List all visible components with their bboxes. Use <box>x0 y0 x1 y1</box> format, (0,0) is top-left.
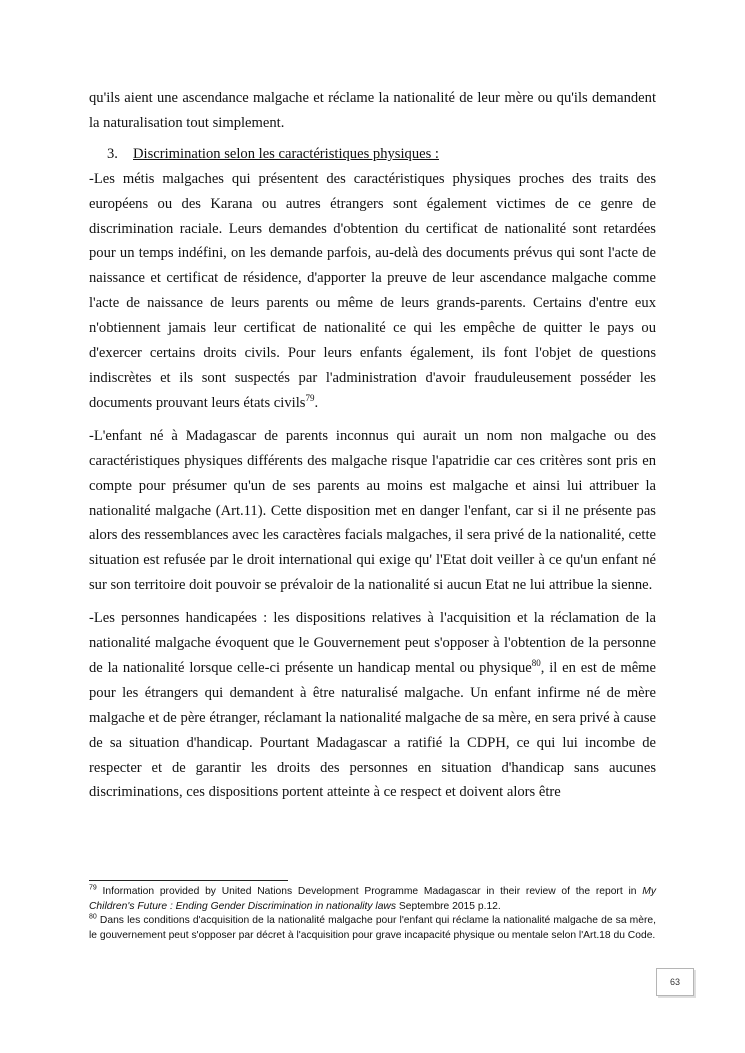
footnote-report-title: My Children's Future : Ending Gender Discrimination in nationality laws <box>89 886 656 912</box>
paragraph-enfant: -L'enfant né à Madagascar de parents inconnus qui aurait un nom non malgache ou des caractéristiques physiques différents des malgache risque l'apatridie car ces critères sont pris en compte pour présumer qu'un de ses parents au moins est malgache et ainsi lui attribuer la nationalité malgache (Art.11). Cette disposition met en danger l'enfant, car si il ne présente pas alors des ressemblances avec les caractères facials malgaches, il sera privé de la nationalité, cette situation est refusée par le droit international qui exige qu' l'Etat doit veiller à ce qu'un enfant né sur son territoire doit pouvoir se prévaloir de la nationalité si aucun Etat ne lui attribue la sienne. <box>89 427 656 594</box>
footnote-ref-79[interactable]: 79 <box>305 393 315 404</box>
paragraph-handicap-after: , il en est de même pour les étrangers qui demandent à être naturalisé malgache. Un enfant infirme né de mère malgache et de père étranger, réclamant la nationalité malgache de sa mère, en sera privé à cause de sa situation d'handicap. Pourtant Madagascar a ratifié la CDPH, ce qui lui incombe de respecter et de garantir les droits des personnes en situation d'handicap sans aucunes discriminations, ces dispositions portent atteinte à ce respect et doivent alors être <box>89 659 657 801</box>
paragraph-continuation: qu'ils aient une ascendance malgache et réclame la nationalité de leur mère ou qu'ils demandent la naturalisation tout simplement. <box>89 90 656 131</box>
section-heading <box>107 142 656 167</box>
section-number: 3. <box>107 145 118 162</box>
paragraph-metis <box>89 167 656 416</box>
page-body <box>89 86 656 805</box>
footnote-ref-80[interactable]: 80 <box>531 658 541 669</box>
footnote-text: Dans les conditions d'acquisition de la nationalité malgache pour l'enfant qui réclame la nationalité malgache de sa mère, le gouvernement peut s'opposer par décret à l'acquisition pour grave incapacité physique ou mentale selon l'Art.18 du Code. <box>89 915 656 941</box>
paragraph-metis-text: -Les métis malgaches qui présentent des caractéristiques physiques proches des traits des européens ou des Karana ou autres étrangers sont également victimes de ce genre de discrimination raciale. Leurs demandes d'obtention du certificat de nationalité sont retardées pour un temps indéfini, on les demande parfois, au-delà des documents prévus qui sont l'acte de naissance et certificat de résidence, d'apporter la preuve de leur ascendance malgache comme l'acte de naissance de leurs parents ou même de leurs grands-parents. Certains d'entre eux n'obtiennent jamais leur certificat de nationalité ce qui les empêche de quitter le pays ou d'exercer certains droits civils. Pour leurs enfants également, ils font l'objet de questions indiscrètes et ils sont suspectés par l'administration d'avoir frauduleusement posséder les documents prouvant leurs états civils <box>89 170 656 411</box>
page-number: 63 <box>656 968 694 996</box>
footnote-number: 80 <box>89 913 97 921</box>
footnote-text-end: Septembre 2015 p.12. <box>396 900 501 912</box>
paragraph-metis-end: . <box>314 394 319 411</box>
paragraph-handicap <box>89 606 656 805</box>
paragraph-handicap-before: -Les personnes handicapées : les dispositions relatives à l'acquisition et la réclamation de la nationalité malgache évoquent que le Gouvernement peut s'opposer à l'obtention de la personne de la nationalité lorsque celle-ci présente un handicap mental ou physique <box>89 610 656 676</box>
footnotes <box>89 885 656 943</box>
footnote-text: Information provided by United Nations Development Programme Madagascar in their review of the report in <box>96 886 643 897</box>
footnote-79 <box>89 885 656 914</box>
footnote-number: 79 <box>89 884 97 892</box>
footnote-separator <box>89 880 288 881</box>
section-title: Discrimination selon les caractéristiques physiques : <box>133 145 439 162</box>
footnote-80 <box>89 914 656 943</box>
